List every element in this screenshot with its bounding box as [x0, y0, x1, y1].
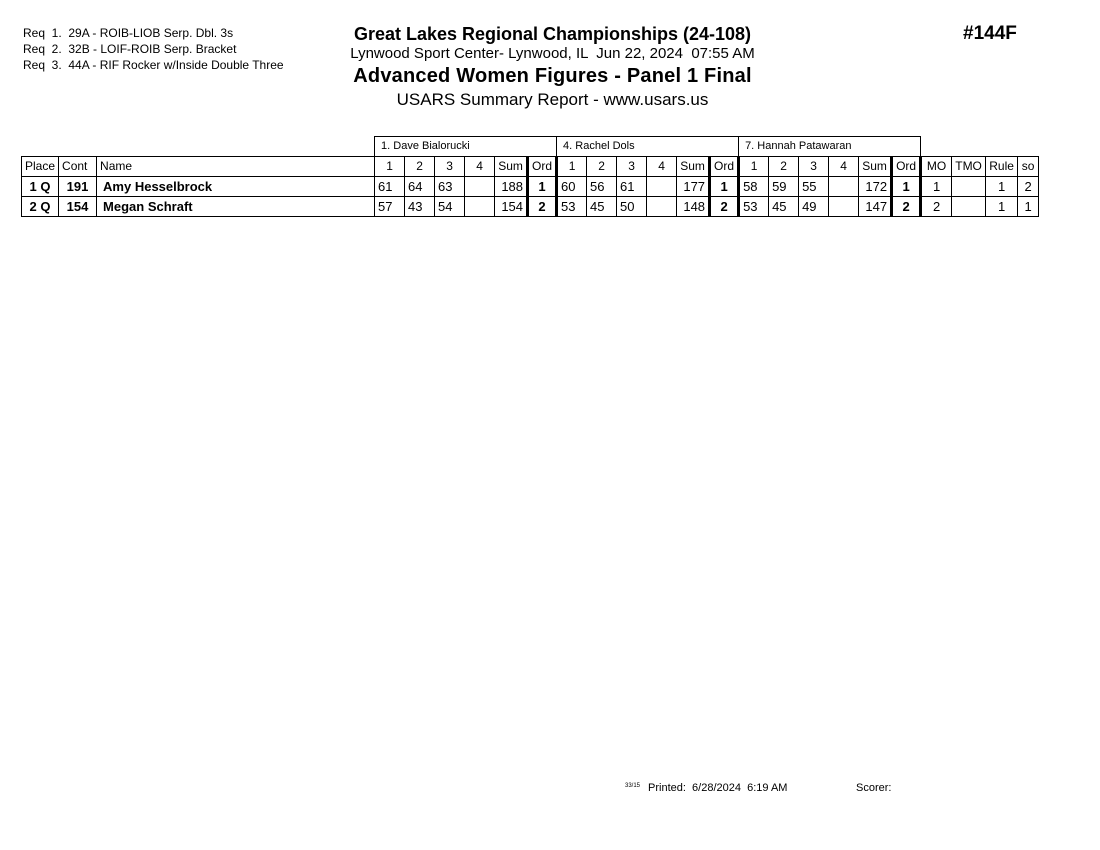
- cont-cell: 191: [59, 177, 97, 197]
- j2-sum-cell: 148: [677, 197, 710, 217]
- col-j1-s2: 2: [405, 157, 435, 177]
- col-j3-sum: Sum: [859, 157, 892, 177]
- requirement-1: Req 1. 29A - ROIB-LIOB Serp. Dbl. 3s: [23, 26, 234, 40]
- j1-sum-cell: 154: [495, 197, 528, 217]
- col-j1-s4: 4: [465, 157, 495, 177]
- j2-s2-cell: 56: [587, 177, 617, 197]
- requirement-2: Req 2. 32B - LOIF-ROIB Serp. Bracket: [23, 42, 237, 56]
- j3-s1-cell: 58: [739, 177, 769, 197]
- j3-s3-cell: 49: [799, 197, 829, 217]
- j1-s1-cell: 61: [375, 177, 405, 197]
- col-tmo: TMO: [952, 157, 986, 177]
- col-j1-sum: Sum: [495, 157, 528, 177]
- j1-s3-cell: 54: [435, 197, 465, 217]
- j2-ord-cell: 1: [710, 177, 739, 197]
- j3-ord-cell: 1: [892, 177, 921, 197]
- j1-s2-cell: 43: [405, 197, 435, 217]
- j3-s2-cell: 59: [769, 177, 799, 197]
- j3-s4-cell: [829, 197, 859, 217]
- j1-s2-cell: 64: [405, 177, 435, 197]
- printed-timestamp: Printed: 6/28/2024 6:19 AM: [648, 782, 788, 794]
- col-j3-s1: 1: [739, 157, 769, 177]
- col-j2-s2: 2: [587, 157, 617, 177]
- printed-footer: [625, 782, 787, 794]
- judge-1-name: 1. Dave Bialorucki: [375, 137, 557, 157]
- col-j3-ord: Ord: [892, 157, 921, 177]
- place-cell: 1 Q: [22, 177, 59, 197]
- j3-ord-cell: 2: [892, 197, 921, 217]
- report-subtitle: USARS Summary Report - www.usars.us: [396, 90, 709, 109]
- j2-sum-cell: 177: [677, 177, 710, 197]
- j1-s4-cell: [465, 177, 495, 197]
- col-j2-sum: Sum: [677, 157, 710, 177]
- col-j1-ord: Ord: [528, 157, 557, 177]
- column-header-row: [22, 157, 1039, 177]
- mo-cell: 2: [921, 197, 952, 217]
- j3-s4-cell: [829, 177, 859, 197]
- j1-s1-cell: 57: [375, 197, 405, 217]
- venue-line: Lynwood Sport Center- Lynwood, IL Jun 22, 2024 07:55 AM: [350, 45, 755, 62]
- j2-s4-cell: [647, 177, 677, 197]
- col-name: Name: [97, 157, 375, 177]
- j2-s4-cell: [647, 197, 677, 217]
- col-place: Place: [22, 157, 59, 177]
- tmo-cell: [952, 177, 986, 197]
- name-cell: Megan Schraft: [97, 197, 375, 217]
- col-cont: Cont: [59, 157, 97, 177]
- rule-cell: 1: [986, 177, 1018, 197]
- judge-2-name: 4. Rachel Dols: [557, 137, 739, 157]
- results-table: [21, 136, 1039, 217]
- j2-s3-cell: 50: [617, 197, 647, 217]
- mo-cell: 1: [921, 177, 952, 197]
- j1-s4-cell: [465, 197, 495, 217]
- cont-cell: 154: [59, 197, 97, 217]
- j1-ord-cell: 1: [528, 177, 557, 197]
- col-j3-s2: 2: [769, 157, 799, 177]
- col-j3-s3: 3: [799, 157, 829, 177]
- col-j2-s3: 3: [617, 157, 647, 177]
- col-rule: Rule: [986, 157, 1018, 177]
- col-j2-ord: Ord: [710, 157, 739, 177]
- j2-s1-cell: 53: [557, 197, 587, 217]
- j1-s3-cell: 63: [435, 177, 465, 197]
- event-title: Advanced Women Figures - Panel 1 Final: [353, 65, 752, 87]
- j1-ord-cell: 2: [528, 197, 557, 217]
- j3-sum-cell: 147: [859, 197, 892, 217]
- col-j2-s1: 1: [557, 157, 587, 177]
- competition-title: Great Lakes Regional Championships (24-108): [353, 24, 752, 44]
- j3-s1-cell: 53: [739, 197, 769, 217]
- judge-3-name: 7. Hannah Patawaran: [739, 137, 921, 157]
- requirement-3: Req 3. 44A - RIF Rocker w/Inside Double Three: [23, 58, 284, 72]
- j1-sum-cell: 188: [495, 177, 528, 197]
- j3-s2-cell: 45: [769, 197, 799, 217]
- col-j2-s4: 4: [647, 157, 677, 177]
- tmo-cell: [952, 197, 986, 217]
- table-row: [22, 177, 1039, 197]
- col-so: so: [1018, 157, 1039, 177]
- name-cell: Amy Hesselbrock: [97, 177, 375, 197]
- col-mo: MO: [921, 157, 952, 177]
- event-number: #144F: [963, 23, 1017, 44]
- col-j1-s3: 3: [435, 157, 465, 177]
- j2-s2-cell: 45: [587, 197, 617, 217]
- judge-header-row: [22, 137, 1039, 157]
- print-code: 33/15: [625, 783, 641, 789]
- col-j1-s1: 1: [375, 157, 405, 177]
- table-row: [22, 197, 1039, 217]
- j2-s3-cell: 61: [617, 177, 647, 197]
- so-cell: 2: [1018, 177, 1039, 197]
- scorer-label: Scorer:: [856, 782, 892, 794]
- rule-cell: 1: [986, 197, 1018, 217]
- j3-s3-cell: 55: [799, 177, 829, 197]
- j2-ord-cell: 2: [710, 197, 739, 217]
- j3-sum-cell: 172: [859, 177, 892, 197]
- j2-s1-cell: 60: [557, 177, 587, 197]
- col-j3-s4: 4: [829, 157, 859, 177]
- so-cell: 1: [1018, 197, 1039, 217]
- report-header: [300, 23, 805, 111]
- place-cell: 2 Q: [22, 197, 59, 217]
- requirements-list: [23, 25, 284, 73]
